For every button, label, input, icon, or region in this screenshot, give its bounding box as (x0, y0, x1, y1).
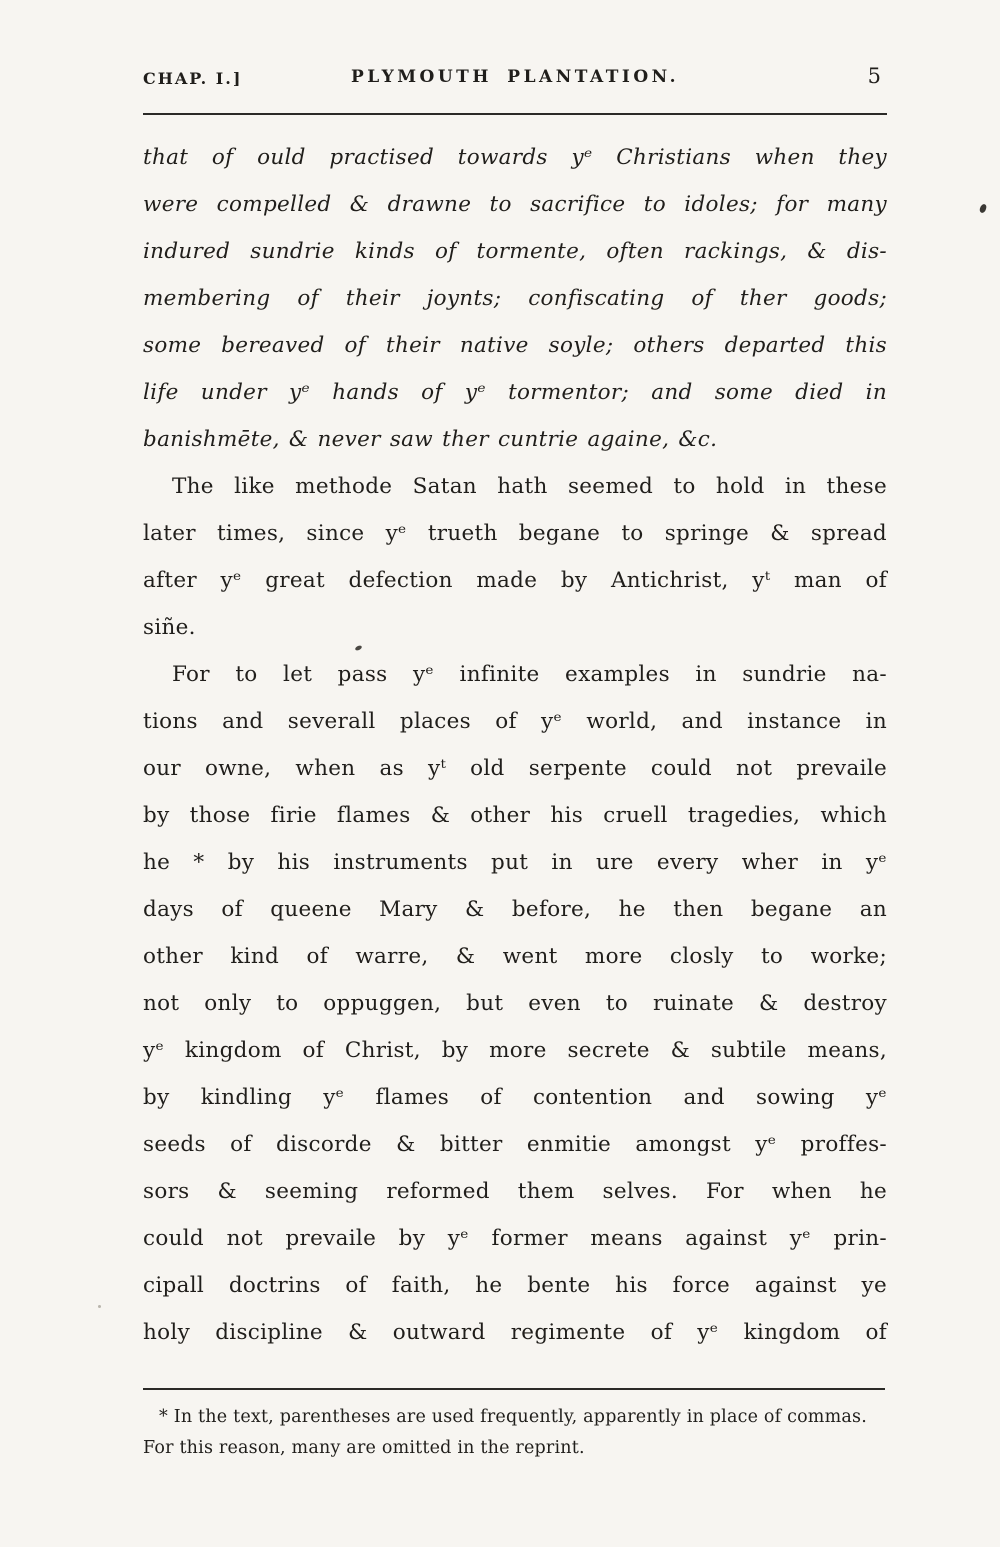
text-line: holy discipline & outward regimente of yᵉ kingdom of (143, 1320, 887, 1345)
footnote-rule (143, 1388, 885, 1390)
text-line: after yᵉ great defection made by Antichrist, yᵗ man of (143, 568, 887, 593)
text-line: days of queene Mary & before, he then begane an (143, 897, 887, 922)
scan-speck (979, 203, 987, 213)
text-line: that of ould practised towards yᵉ Christians when they (143, 145, 887, 170)
text-line: cipall doctrins of faith, he bente his force against ye (143, 1273, 887, 1298)
body-text (143, 134, 887, 1356)
text-line: sors & seeming reformed them selves. For when he (143, 1179, 887, 1204)
text-line: siñe. (143, 615, 196, 640)
text-line: banishmēte, & never saw ther cuntrie againe, &c. (143, 427, 718, 452)
text-line: by kindling yᵉ flames of contention and sowing yᵉ (143, 1085, 887, 1110)
text-line: some bereaved of their native soyle; others departed this (143, 333, 887, 358)
text-line: by those firie flames & other his cruell tragedies, which (143, 803, 887, 828)
paragraph (143, 463, 887, 651)
text-line: tions and severall places of yᵉ world, and instance in (143, 709, 887, 734)
text-line: were compelled & drawne to sacrifice to idoles; for many (143, 192, 887, 217)
header-rule (143, 113, 887, 115)
paragraph (143, 134, 887, 463)
text-line: indured sundrie kinds of tormente, often rackings, & dis- (143, 239, 887, 264)
text-line: our owne, when as yᵗ old serpente could not prevaile (143, 756, 887, 781)
text-line: life under yᵉ hands of yᵉ tormentor; and some died in (143, 380, 887, 405)
text-line: could not prevaile by yᵉ former means against yᵉ prin- (143, 1226, 887, 1251)
text-line: he * by his instruments put in ure every wher in yᵉ (143, 850, 887, 875)
text-line: later times, since yᵉ trueth begane to springe & spread (143, 521, 887, 546)
text-line: For to let pass yᵉ infinite examples in sundrie na- (172, 662, 887, 687)
text-line: other kind of warre, & went more closly to worke; (143, 944, 887, 969)
text-line: The like methode Satan hath seemed to hold in these (172, 474, 887, 499)
scan-speck (98, 1305, 101, 1308)
paragraph (143, 651, 887, 1356)
footnote-line: For this reason, many are omitted in the reprint. (143, 1438, 585, 1458)
running-title: PLYMOUTH PLANTATION. (350, 67, 680, 87)
text-line: yᵉ kingdom of Christ, by more secrete & subtile means, (143, 1038, 887, 1063)
footnote (143, 1402, 887, 1464)
footnote-line: * In the text, parentheses are used frequently, apparently in place of commas. (159, 1407, 867, 1427)
text-line: membering of their joynts; confiscating of ther goods; (143, 286, 887, 311)
page-number: 5 (867, 64, 881, 88)
chapter-label: CHAP. I.] (143, 69, 243, 88)
page-header (143, 64, 887, 94)
text-line: seeds of discorde & bitter enmitie amongst yᵉ proffes- (143, 1132, 887, 1157)
text-line: not only to oppuggen, but even to ruinate & destroy (143, 991, 887, 1016)
